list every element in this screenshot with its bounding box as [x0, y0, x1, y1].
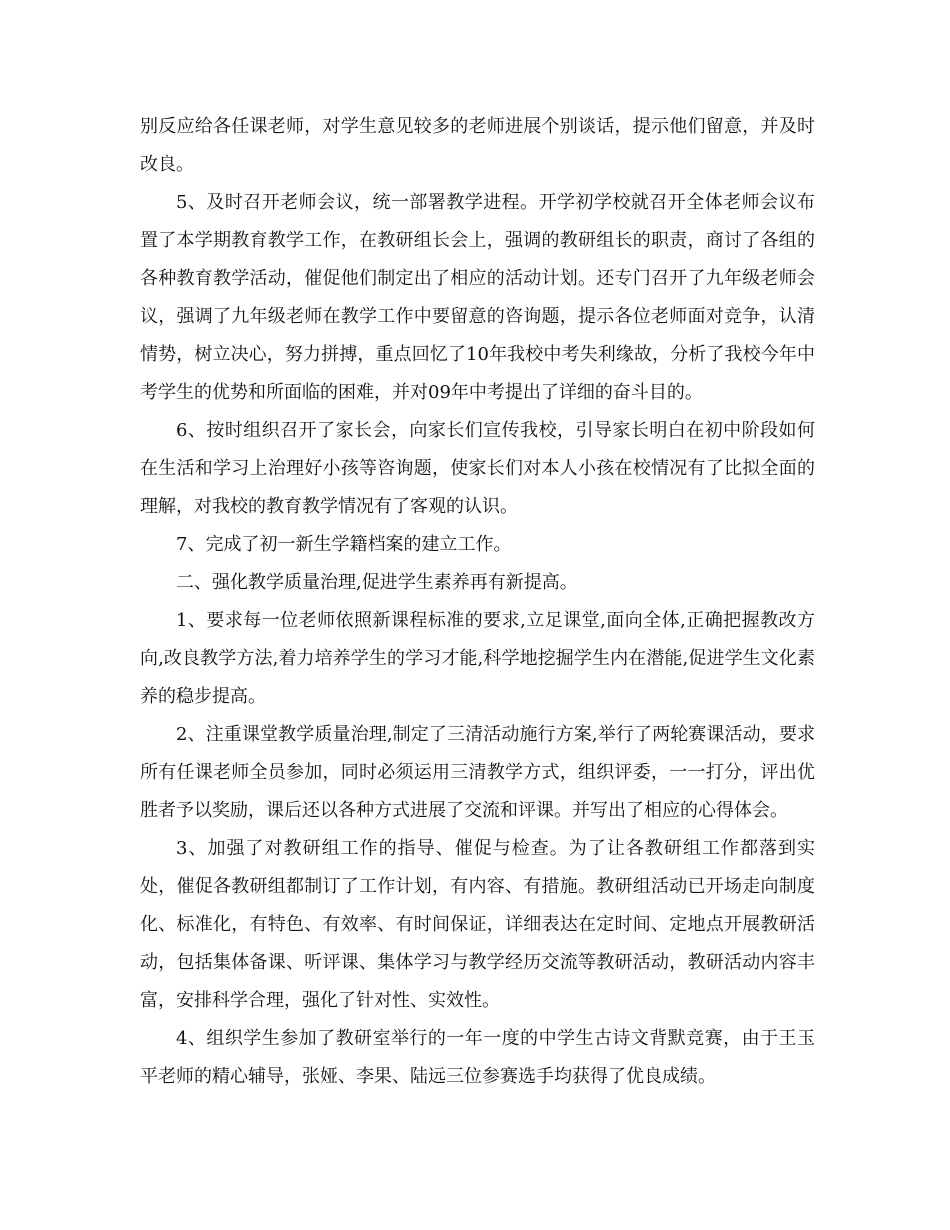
document-body [140, 108, 815, 1096]
paragraph-section2-item-1: 1、要求每一位老师依照新课程标准的要求,立足课堂,面向全体,正确把握教改方向,改良教学方法,着力培养学生的学习才能,科学地挖掘学生内在潜能,促进学生文化素养的稳步提高。 [140, 610, 815, 707]
paragraph-section2-item-3: 3、加强了对教研组工作的指导、催促与检查。为了让各教研组工作都落到实处，催促各教研组都制订了工作计划，有内容、有措施。教研组活动已开场走向制度化、标准化，有特色、有效率、有时间保证，详细表达在定时间、定地点开展教研活动，包括集体备课、听评课、集体学习与教学经历交流等教研活动，教研活动内容丰富，安排科学合理，强化了针对性、实效性。 [140, 838, 815, 1011]
paragraph-section2-item-2: 2、注重课堂教学质量治理,制定了三清活动施行方案,举行了两轮赛课活动，要求所有任课老师全员参加，同时必须运用三清教学方式，组织评委，一一打分，评出优胜者予以奖励，课后还以各种方式进展了交流和评课。并写出了相应的心得体会。 [140, 724, 815, 821]
paragraph-item-6: 6、按时组织召开了家长会，向家长们宣传我校，引导家长明白在初中阶段如何在生活和学习上治理好小孩等咨询题，使家长们对本人小孩在校情况有了比拟全面的理解，对我校的教育教学情况有了客观的认识。 [140, 420, 815, 517]
paragraph-item-7: 7、完成了初一新生学籍档案的建立工作。 [176, 534, 512, 555]
paragraph-continuation: 别反应给各任课老师，对学生意见较多的老师进展个别谈话，提示他们留意，并及时改良。 [140, 116, 815, 175]
section-heading-2: 二、强化教学质量治理,促进学生素养再有新提高。 [176, 572, 578, 593]
paragraph-item-5: 5、及时召开老师会议，统一部署教学进程。开学初学校就召开全体老师会议布置了本学期教育教学工作，在教研组长会上，强调的教研组长的职责，商讨了各组的各种教育教学活动，催促他们制定出了相应的活动计划。还专门召开了九年级老师会议，强调了九年级老师在教学工作中要留意的咨询题，提示各位老师面对竞争，认清情势，树立决心，努力拼搏，重点回忆了10年我校中考失利缘故，分析了我校今年中考学生的优势和所面临的困难，并对09年中考提出了详细的奋斗目的。 [140, 192, 815, 403]
paragraph-section2-item-4: 4、组织学生参加了教研室举行的一年一度的中学生古诗文背默竞赛，由于王玉平老师的精心辅导，张娅、李果、陆远三位参赛选手均获得了优良成绩。 [140, 1028, 815, 1087]
